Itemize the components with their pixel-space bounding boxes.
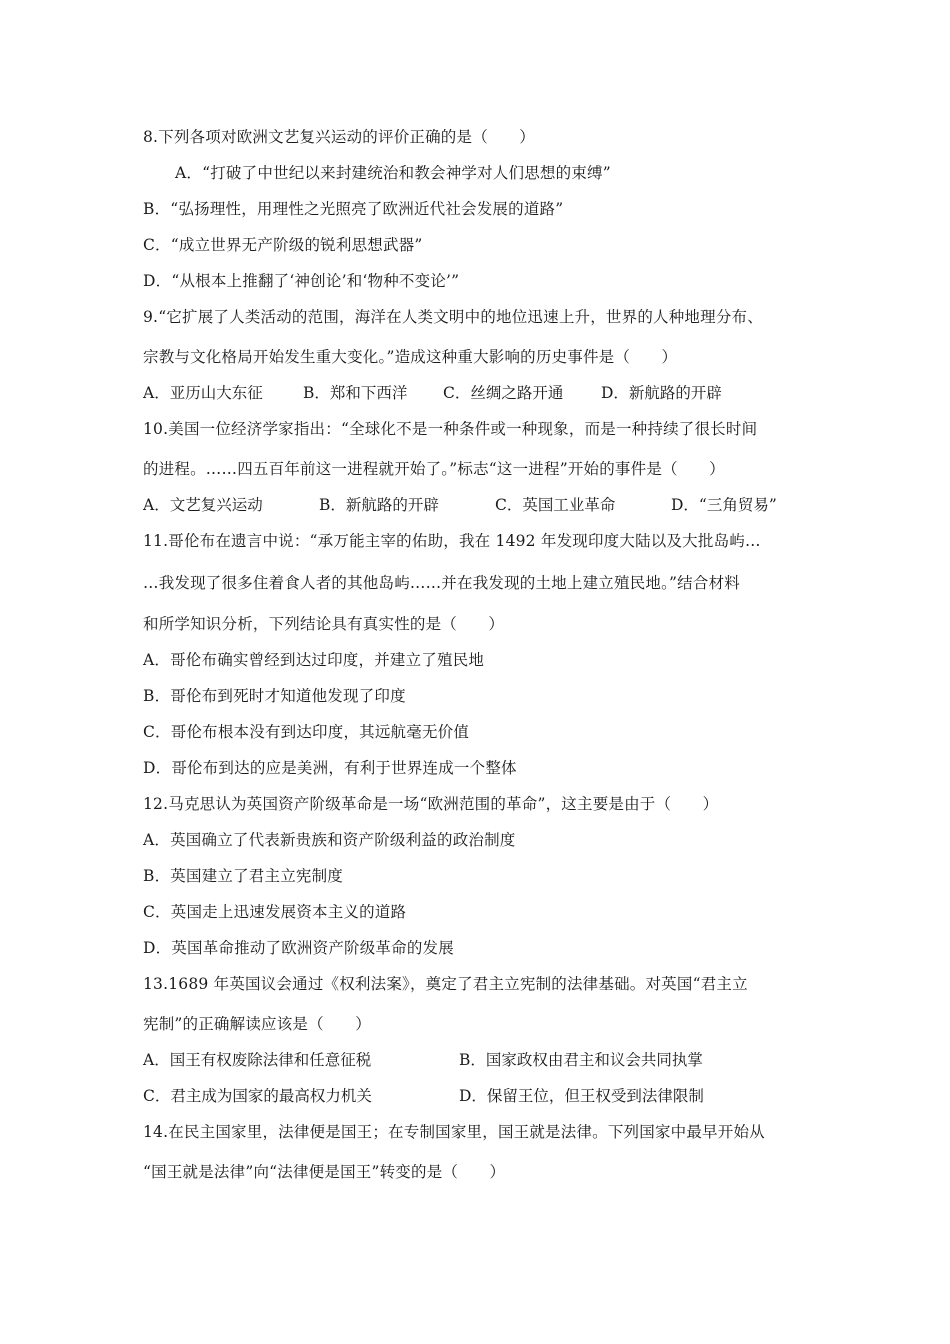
question-13-stem-line-2: 宪制”的正确解读应该是（ ） (143, 1015, 371, 1033)
question-10-option-b: B．新航路的开辟 (319, 496, 439, 514)
question-9-stem-line-2: 宗教与文化格局开始发生重大变化。”造成这种重大影响的历史事件是（ ） (143, 348, 678, 366)
question-12-option-c: C．英国走上迅速发展资本主义的道路 (143, 903, 407, 921)
question-12-stem: 12.马克思认为英国资产阶级革命是一场“欧洲范围的革命”，这主要是由于（ ） (143, 795, 719, 813)
question-9-stem-line-1: 9.“它扩展了人类活动的范围，海洋在人类文明中的地位迅速上升，世界的人种地理分布、 (143, 308, 763, 326)
question-12-option-a: A．英国确立了代表新贵族和资产阶级利益的政治制度 (143, 831, 516, 849)
question-11-option-c: C．哥伦布根本没有到达印度，其远航毫无价值 (143, 723, 470, 741)
question-11-option-d: D．哥伦布到达的应是美洲，有利于世界连成一个整体 (143, 759, 517, 777)
question-11-stem-line-1: 11.哥伦布在遗言中说：“承万能主宰的佑助，我在 1492 年发现印度大陆以及大批岛屿… (143, 532, 761, 550)
question-11-option-b: B．哥伦布到死时才知道他发现了印度 (143, 687, 406, 705)
question-8-option-b: B．“弘扬理性，用理性之光照亮了欧洲近代社会发展的道路” (143, 200, 564, 218)
question-14-stem-line-2: “国王就是法律”向“法律便是国王”转变的是（ ） (143, 1163, 506, 1181)
question-9-option-c: C．丝绸之路开通 (443, 384, 564, 402)
question-9-option-a: A．亚历山大东征 (143, 384, 263, 402)
question-13-option-b: B．国家政权由君主和议会共同执掌 (459, 1051, 703, 1069)
question-13-option-d: D．保留王位，但王权受到法律限制 (459, 1087, 704, 1105)
question-13-stem-line-1: 13.1689 年英国议会通过《权利法案》，奠定了君主立宪制的法律基础。对英国“君主立 (143, 975, 748, 993)
question-11-stem-line-2: …我发现了很多住着食人者的其他岛屿……并在我发现的土地上建立殖民地。”结合材料 (143, 574, 740, 592)
question-13-option-a: A．国王有权废除法律和任意征税 (143, 1051, 372, 1069)
question-13-option-c: C．君主成为国家的最高权力机关 (143, 1087, 372, 1105)
question-10-stem-line-1: 10.美国一位经济学家指出：“全球化不是一种条件或一种现象，而是一种持续了很长时间 (143, 420, 758, 438)
question-9-option-b: B．郑和下西洋 (303, 384, 408, 402)
question-12-option-d: D．英国革命推动了欧洲资产阶级革命的发展 (143, 939, 454, 957)
question-11-option-a: A．哥伦布确实曾经到达过印度，并建立了殖民地 (143, 651, 485, 669)
question-10-stem-line-2: 的进程。……四五百年前这一进程就开始了。”标志“这一进程”开始的事件是（ ） (143, 460, 725, 478)
question-10-option-a: A．文艺复兴运动 (143, 496, 263, 514)
question-8-option-c: C．“成立世界无产阶级的锐利思想武器” (143, 236, 423, 254)
question-10-option-c: C．英国工业革命 (495, 496, 616, 514)
question-9-option-d: D．新航路的开辟 (601, 384, 722, 402)
question-8-option-a: A．“打破了中世纪以来封建统治和教会神学对人们思想的束缚” (175, 164, 611, 182)
question-8-stem: 8.下列各项对欧洲文艺复兴运动的评价正确的是（ ） (143, 128, 535, 146)
question-11-stem-line-3: 和所学知识分析，下列结论具有真实性的是（ ） (143, 615, 505, 633)
question-14-stem-line-1: 14.在民主国家里，法律便是国王；在专制国家里，国王就是法律。下列国家中最早开始从 (143, 1123, 765, 1141)
question-10-option-d: D．“三角贸易” (671, 496, 777, 514)
question-12-option-b: B．英国建立了君主立宪制度 (143, 867, 343, 885)
question-8-option-d: D．“从根本上推翻了‘神创论’和‘物种不变论’” (143, 272, 460, 290)
